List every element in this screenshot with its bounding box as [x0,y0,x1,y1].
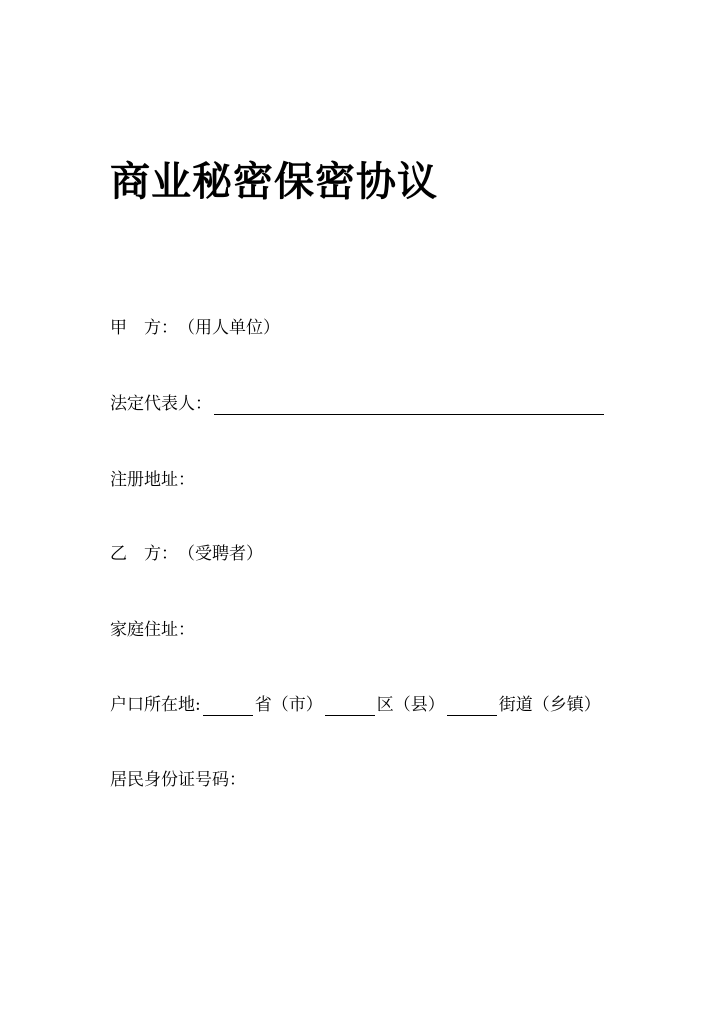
party-b-note: （受聘者） [178,544,263,564]
reg-address-label: 注册地址： [110,470,195,490]
hukou-line [110,694,601,716]
party-a-note: （用人单位） [178,318,280,338]
reg-address-line [110,469,195,491]
province-label: 省（市） [254,695,323,715]
party-a-label-2: 方： [144,318,178,338]
street-label: 街道（乡镇） [498,695,601,715]
party-b-label-1: 乙 [110,544,127,564]
province-blank[interactable] [203,697,253,716]
document-title: 商业秘密保密协议 [110,159,438,205]
party-b-label-2: 方： [144,544,178,564]
home-address-label: 家庭住址： [110,620,195,640]
legal-rep-blank[interactable] [214,396,604,415]
home-address-line [110,619,195,641]
district-blank[interactable] [325,697,375,716]
party-a-label-1: 甲 [110,318,127,338]
district-label: 区（县） [376,695,445,715]
id-number-label: 居民身份证号码： [110,770,246,790]
street-blank[interactable] [447,697,497,716]
hukou-label: 户口所在地: [110,695,201,715]
legal-rep-line [110,393,604,415]
id-number-line [110,769,246,791]
party-a-line [110,317,280,339]
legal-rep-label: 法定代表人： [110,394,212,414]
party-b-line [110,543,263,565]
